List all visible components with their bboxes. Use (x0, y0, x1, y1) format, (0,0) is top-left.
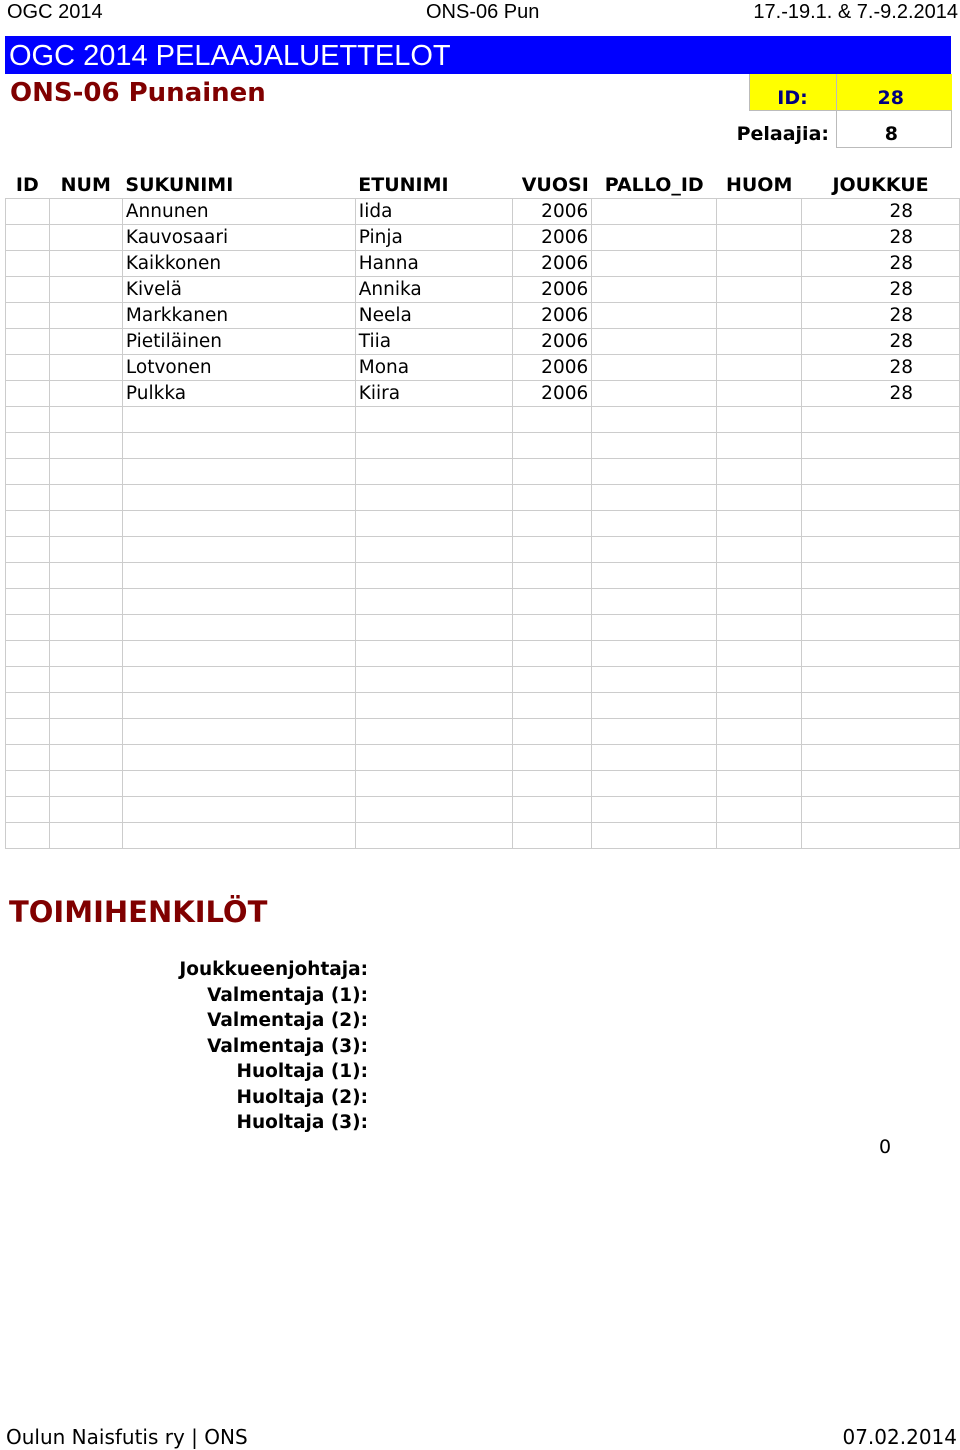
cell-empty (592, 459, 717, 485)
cell-empty (717, 719, 802, 745)
cell-empty (49, 537, 122, 563)
table-row-empty (6, 485, 960, 511)
staff-list (100, 957, 368, 1136)
cell-empty (592, 615, 717, 641)
cell-empty (513, 563, 592, 589)
cell-sukunimi: Pietiläinen (122, 329, 355, 355)
cell-empty (49, 511, 122, 537)
cell-empty (6, 563, 50, 589)
cell-huom (717, 277, 802, 303)
cell-id (6, 277, 50, 303)
cell-empty (802, 433, 960, 459)
cell-empty (513, 615, 592, 641)
cell-id (6, 251, 50, 277)
cell-empty (717, 797, 802, 823)
cell-empty (122, 485, 355, 511)
cell-num (49, 199, 122, 225)
cell-empty (355, 537, 513, 563)
cell-empty (355, 667, 513, 693)
cell-sukunimi: Lotvonen (122, 355, 355, 381)
cell-empty (802, 407, 960, 433)
player-count-label: Pelaajia: (736, 123, 829, 145)
cell-empty (802, 797, 960, 823)
cell-empty (355, 433, 513, 459)
table-row-empty (6, 459, 960, 485)
cell-empty (49, 485, 122, 511)
cell-empty (802, 459, 960, 485)
table-row-empty (6, 693, 960, 719)
cell-empty (592, 589, 717, 615)
cell-pallo-id (592, 329, 717, 355)
cell-empty (6, 485, 50, 511)
col-header-vuosi: VUOSI (521, 174, 589, 196)
banner-title: OGC 2014 PELAAJALUETTELOT (9, 40, 451, 72)
table-row-empty (6, 745, 960, 771)
cell-num (49, 329, 122, 355)
staff-label-caretaker-3: Huoltaja (3): (236, 1112, 368, 1133)
cell-empty (513, 667, 592, 693)
cell-empty (592, 537, 717, 563)
cell-empty (592, 745, 717, 771)
staff-heading: TOIMIHENKILÖT (9, 895, 268, 929)
cell-id (6, 355, 50, 381)
cell-empty (513, 589, 592, 615)
table-row-empty (6, 667, 960, 693)
cell-etunimi: Hanna (355, 251, 513, 277)
cell-num (49, 303, 122, 329)
cell-huom (717, 303, 802, 329)
cell-empty (513, 797, 592, 823)
cell-empty (355, 407, 513, 433)
table-row (6, 381, 960, 407)
cell-empty (6, 719, 50, 745)
cell-empty (717, 511, 802, 537)
cell-id (6, 199, 50, 225)
cell-joukkue: 28 (802, 329, 960, 355)
cell-empty (49, 563, 122, 589)
cell-pallo-id (592, 251, 717, 277)
player-count-value: 8 (884, 123, 898, 145)
cell-empty (717, 641, 802, 667)
cell-empty (6, 511, 50, 537)
table-row-empty (6, 407, 960, 433)
cell-empty (355, 615, 513, 641)
cell-empty (592, 511, 717, 537)
cell-sukunimi: Annunen (122, 199, 355, 225)
cell-huom (717, 199, 802, 225)
cell-joukkue: 28 (802, 225, 960, 251)
cell-empty (6, 745, 50, 771)
cell-empty (49, 615, 122, 641)
cell-empty (513, 407, 592, 433)
cell-vuosi: 2006 (513, 329, 592, 355)
cell-empty (592, 563, 717, 589)
cell-empty (49, 589, 122, 615)
table-row-empty (6, 563, 960, 589)
cell-etunimi: Pinja (355, 225, 513, 251)
cell-huom (717, 251, 802, 277)
col-header-huom: HUOM (725, 174, 793, 196)
cell-empty (6, 771, 50, 797)
cell-joukkue: 28 (802, 381, 960, 407)
table-row (6, 251, 960, 277)
table-row (6, 225, 960, 251)
staff-label-team-manager: Joukkueenjohtaja: (179, 959, 368, 980)
table-row-empty (6, 719, 960, 745)
cell-empty (122, 641, 355, 667)
cell-empty (49, 719, 122, 745)
col-header-joukkue: JOUKKUE (832, 174, 929, 196)
cell-empty (717, 615, 802, 641)
cell-etunimi: Iida (355, 199, 513, 225)
cell-empty (717, 537, 802, 563)
cell-sukunimi: Kaikkonen (122, 251, 355, 277)
cell-empty (802, 485, 960, 511)
cell-huom (717, 381, 802, 407)
cell-etunimi: Annika (355, 277, 513, 303)
cell-empty (717, 693, 802, 719)
staff-label-coach-3: Valmentaja (3): (207, 1035, 368, 1057)
header-event-name: OGC 2014 (7, 1, 103, 23)
cell-empty (122, 407, 355, 433)
cell-pallo-id (592, 277, 717, 303)
cell-empty (802, 667, 960, 693)
cell-pallo-id (592, 381, 717, 407)
cell-empty (122, 433, 355, 459)
cell-joukkue: 28 (802, 199, 960, 225)
cell-sukunimi: Markkanen (122, 303, 355, 329)
cell-empty (122, 511, 355, 537)
cell-empty (592, 485, 717, 511)
cell-empty (513, 537, 592, 563)
team-name: ONS-06 Punainen (10, 78, 266, 108)
table-row (6, 355, 960, 381)
cell-empty (355, 511, 513, 537)
player-roster-table (5, 172, 960, 849)
cell-empty (717, 823, 802, 849)
cell-empty (513, 485, 592, 511)
cell-empty (49, 459, 122, 485)
cell-empty (802, 563, 960, 589)
cell-empty (717, 667, 802, 693)
cell-empty (592, 797, 717, 823)
cell-empty (49, 641, 122, 667)
cell-empty (513, 511, 592, 537)
table-row (6, 277, 960, 303)
cell-empty (122, 771, 355, 797)
cell-empty (6, 537, 50, 563)
cell-num (49, 225, 122, 251)
cell-empty (717, 589, 802, 615)
table-row-empty (6, 511, 960, 537)
cell-empty (49, 745, 122, 771)
cell-etunimi: Neela (355, 303, 513, 329)
cell-empty (717, 563, 802, 589)
cell-empty (592, 641, 717, 667)
cell-empty (513, 693, 592, 719)
cell-sukunimi: Kivelä (122, 277, 355, 303)
cell-empty (355, 719, 513, 745)
cell-vuosi: 2006 (513, 199, 592, 225)
cell-vuosi: 2006 (513, 303, 592, 329)
cell-id (6, 303, 50, 329)
cell-empty (802, 511, 960, 537)
cell-sukunimi: Pulkka (122, 381, 355, 407)
cell-empty (122, 537, 355, 563)
cell-empty (6, 823, 50, 849)
table-row-empty (6, 537, 960, 563)
cell-empty (49, 667, 122, 693)
cell-empty (717, 407, 802, 433)
cell-empty (49, 797, 122, 823)
cell-empty (6, 667, 50, 693)
cell-empty (802, 537, 960, 563)
cell-huom (717, 329, 802, 355)
cell-id (6, 225, 50, 251)
table-row (6, 329, 960, 355)
table-row-empty (6, 433, 960, 459)
cell-sukunimi: Kauvosaari (122, 225, 355, 251)
cell-num (49, 251, 122, 277)
cell-empty (49, 433, 122, 459)
cell-empty (49, 771, 122, 797)
staff-label-coach-1: Valmentaja (1): (207, 984, 368, 1006)
cell-empty (717, 433, 802, 459)
cell-empty (802, 719, 960, 745)
footer-organization: Oulun Naisfutis ry | ONS (6, 1425, 248, 1449)
cell-empty (717, 745, 802, 771)
cell-empty (6, 407, 50, 433)
cell-huom (717, 355, 802, 381)
cell-empty (592, 771, 717, 797)
cell-empty (592, 667, 717, 693)
cell-empty (122, 563, 355, 589)
cell-empty (355, 771, 513, 797)
cell-etunimi: Mona (355, 355, 513, 381)
cell-empty (592, 693, 717, 719)
cell-empty (355, 745, 513, 771)
cell-empty (802, 641, 960, 667)
cell-vuosi: 2006 (513, 381, 592, 407)
cell-empty (802, 693, 960, 719)
table-row-empty (6, 771, 960, 797)
cell-empty (717, 485, 802, 511)
cell-joukkue: 28 (802, 355, 960, 381)
cell-vuosi: 2006 (513, 355, 592, 381)
table-header-row (6, 172, 960, 199)
cell-joukkue: 28 (802, 303, 960, 329)
cell-empty (355, 641, 513, 667)
cell-empty (122, 693, 355, 719)
cell-etunimi: Tiia (355, 329, 513, 355)
cell-num (49, 381, 122, 407)
cell-empty (49, 407, 122, 433)
cell-empty (6, 433, 50, 459)
cell-empty (355, 459, 513, 485)
cell-empty (122, 745, 355, 771)
cell-id (6, 329, 50, 355)
cell-empty (513, 771, 592, 797)
cell-empty (355, 823, 513, 849)
cell-empty (122, 589, 355, 615)
cell-pallo-id (592, 355, 717, 381)
cell-empty (6, 615, 50, 641)
cell-empty (592, 719, 717, 745)
cell-empty (355, 563, 513, 589)
staff-label-caretaker-1: Huoltaja (1): (236, 1061, 368, 1082)
col-header-id: ID (15, 174, 39, 196)
cell-empty (513, 745, 592, 771)
cell-empty (513, 641, 592, 667)
id-label: ID: (777, 87, 808, 109)
cell-pallo-id (592, 303, 717, 329)
staff-label-coach-2: Valmentaja (2): (207, 1010, 368, 1031)
cell-empty (592, 407, 717, 433)
cell-empty (6, 797, 50, 823)
cell-empty (513, 823, 592, 849)
staff-total: 0 (879, 1136, 892, 1158)
cell-empty (592, 433, 717, 459)
table-row-empty (6, 641, 960, 667)
table-row-empty (6, 615, 960, 641)
cell-empty (122, 615, 355, 641)
cell-empty (122, 797, 355, 823)
col-header-etunimi: ETUNIMI (358, 174, 449, 196)
cell-pallo-id (592, 225, 717, 251)
cell-empty (122, 823, 355, 849)
cell-empty (717, 459, 802, 485)
footer-date: 07.02.2014 (842, 1425, 957, 1449)
cell-empty (802, 771, 960, 797)
table-row (6, 303, 960, 329)
header-team-code: ONS-06 Pun (426, 1, 540, 23)
cell-empty (355, 589, 513, 615)
cell-empty (6, 459, 50, 485)
cell-joukkue: 28 (802, 251, 960, 277)
header-dates: 17.-19.1. & 7.-9.2.2014 (753, 1, 958, 23)
cell-empty (802, 823, 960, 849)
cell-vuosi: 2006 (513, 251, 592, 277)
cell-empty (49, 693, 122, 719)
cell-empty (802, 589, 960, 615)
col-header-sukunimi: SUKUNIMI (125, 174, 234, 196)
cell-etunimi: Kiira (355, 381, 513, 407)
cell-empty (717, 771, 802, 797)
cell-empty (6, 641, 50, 667)
cell-joukkue: 28 (802, 277, 960, 303)
cell-huom (717, 225, 802, 251)
id-value: 28 (877, 87, 904, 109)
table-row (6, 199, 960, 225)
cell-empty (513, 459, 592, 485)
table-row-empty (6, 823, 960, 849)
cell-empty (355, 693, 513, 719)
cell-empty (802, 615, 960, 641)
cell-empty (513, 433, 592, 459)
cell-empty (122, 667, 355, 693)
col-header-num: NUM (60, 174, 111, 196)
cell-pallo-id (592, 199, 717, 225)
cell-empty (592, 823, 717, 849)
cell-empty (802, 745, 960, 771)
cell-empty (6, 589, 50, 615)
cell-num (49, 277, 122, 303)
cell-empty (355, 797, 513, 823)
cell-empty (49, 823, 122, 849)
col-header-pallo-id: PALLO_ID (604, 174, 704, 196)
cell-empty (122, 719, 355, 745)
staff-label-caretaker-2: Huoltaja (2): (236, 1086, 368, 1108)
cell-vuosi: 2006 (513, 277, 592, 303)
table-row-empty (6, 589, 960, 615)
cell-id (6, 381, 50, 407)
cell-vuosi: 2006 (513, 225, 592, 251)
cell-empty (6, 693, 50, 719)
cell-num (49, 355, 122, 381)
cell-empty (355, 485, 513, 511)
title-banner (5, 36, 951, 74)
cell-empty (122, 459, 355, 485)
cell-empty (513, 719, 592, 745)
table-row-empty (6, 797, 960, 823)
